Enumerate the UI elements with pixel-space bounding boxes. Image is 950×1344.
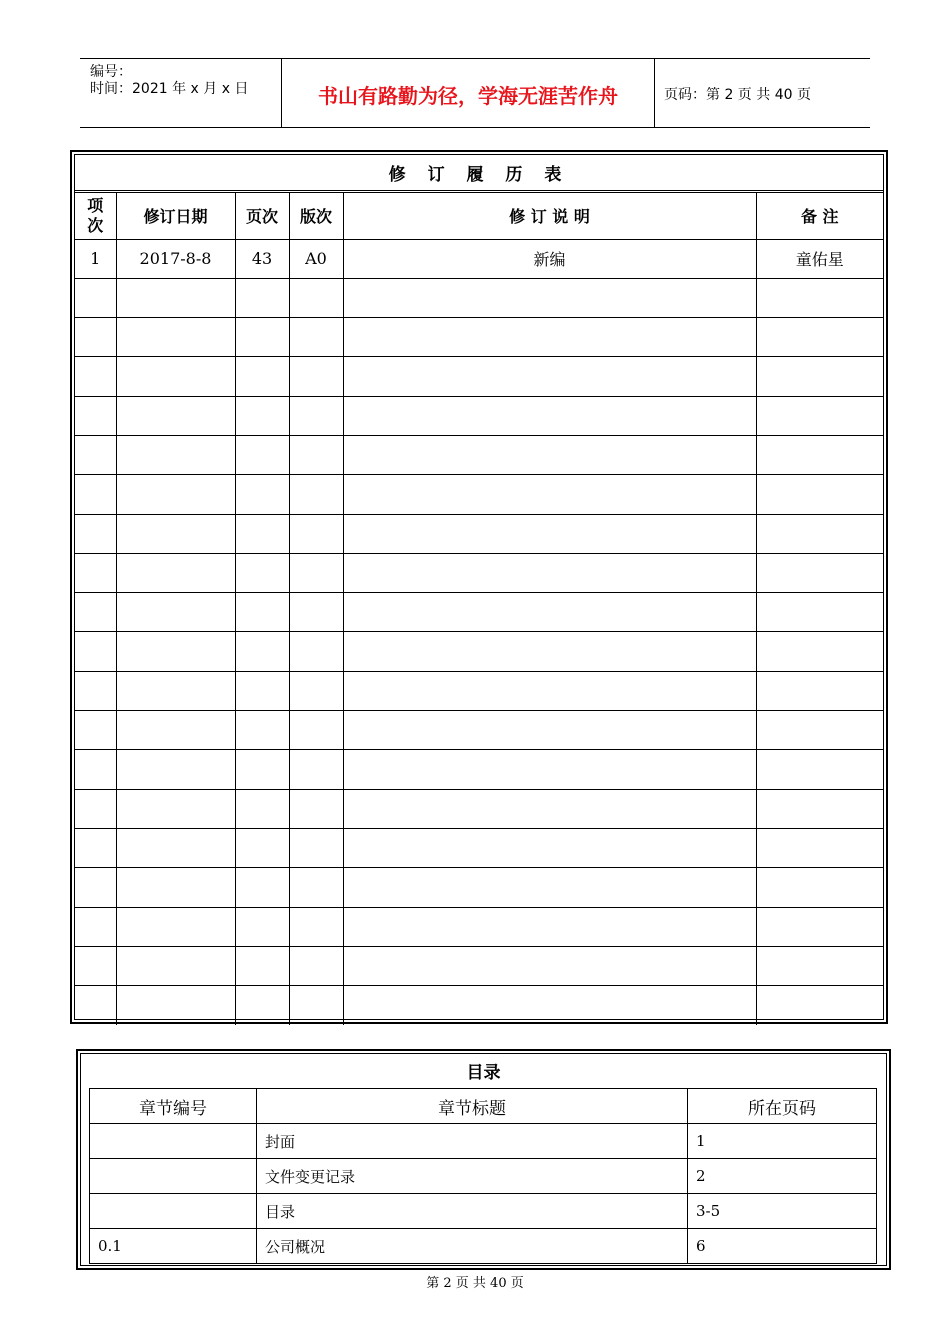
empty-cell [289,632,343,671]
empty-cell [235,868,289,907]
empty-cell [756,553,883,592]
empty-cell [343,514,756,553]
empty-cell [116,986,235,1025]
empty-cell [75,671,116,710]
empty-cell [289,828,343,867]
document-date: 时间：2021 年 x 月 x 日 [90,81,249,97]
empty-cell [75,357,116,396]
empty-cell [343,435,756,474]
table-row-empty [75,789,883,828]
toc-page: 6 [688,1229,877,1264]
toc-chapter-no [90,1124,257,1159]
table-row [90,1229,877,1264]
empty-cell [235,711,289,750]
empty-cell [756,514,883,553]
empty-cell [289,357,343,396]
table-row-empty [75,711,883,750]
empty-cell [289,318,343,357]
empty-cell [116,711,235,750]
empty-cell [116,593,235,632]
empty-cell [343,907,756,946]
empty-cell [289,986,343,1025]
empty-cell [756,711,883,750]
table-row [90,1159,877,1194]
revision-table-grid [75,193,883,1025]
empty-cell [116,828,235,867]
revision-table-title: 修 订 履 历 表 [75,155,883,193]
empty-cell [756,357,883,396]
empty-cell [75,946,116,985]
empty-cell [289,593,343,632]
toc-chapter-title: 目录 [257,1194,688,1229]
table-row-empty [75,514,883,553]
empty-cell [756,593,883,632]
empty-cell [75,435,116,474]
empty-cell [343,946,756,985]
header-divider [654,59,655,127]
table-row-empty [75,396,883,435]
empty-cell [289,553,343,592]
empty-cell [116,750,235,789]
table-row-empty [75,318,883,357]
table-row-empty [75,946,883,985]
table-row [90,1194,877,1229]
empty-cell [343,868,756,907]
empty-cell [756,986,883,1025]
empty-cell [75,789,116,828]
empty-cell [756,828,883,867]
empty-cell [75,750,116,789]
empty-cell [343,828,756,867]
empty-cell [343,475,756,514]
toc-grid [89,1088,877,1264]
empty-cell [116,435,235,474]
table-row-empty [75,593,883,632]
empty-cell [235,318,289,357]
table-row-empty [75,278,883,317]
empty-cell [116,318,235,357]
table-row [75,239,883,278]
table-row-empty [75,475,883,514]
column-header-description: 修 订 说 明 [343,193,756,239]
empty-cell [116,907,235,946]
table-row-empty [75,986,883,1025]
table-row-empty [75,868,883,907]
empty-cell [75,318,116,357]
empty-cell [756,278,883,317]
page-header [80,58,870,128]
empty-cell [289,711,343,750]
table-row-empty [75,632,883,671]
empty-cell [235,789,289,828]
toc-title: 目录 [466,1063,501,1083]
empty-cell [289,750,343,789]
cell-item-no: 1 [75,239,116,278]
toc-header-row [90,1089,877,1124]
empty-cell [343,396,756,435]
table-row-empty [75,553,883,592]
empty-cell [289,278,343,317]
empty-cell [756,946,883,985]
empty-cell [235,435,289,474]
toc-chapter-no [90,1194,257,1229]
empty-cell [343,278,756,317]
table-of-contents [76,1049,891,1270]
empty-cell [756,789,883,828]
empty-cell [343,357,756,396]
empty-cell [235,632,289,671]
table-row-empty [75,750,883,789]
page-footer: 第 2 页 共 40 页 [426,1276,524,1291]
empty-cell [289,475,343,514]
empty-cell [289,789,343,828]
cell-revision-date: 2017-8-8 [116,239,235,278]
empty-cell [235,357,289,396]
empty-cell [75,986,116,1025]
empty-cell [343,632,756,671]
empty-cell [75,553,116,592]
empty-cell [235,828,289,867]
empty-cell [289,946,343,985]
empty-cell [75,396,116,435]
table-row-empty [75,671,883,710]
empty-cell [343,711,756,750]
empty-cell [116,789,235,828]
revision-history-table [70,150,888,1024]
empty-cell [235,514,289,553]
column-header-remarks: 备 注 [756,193,883,239]
toc-chapter-title: 公司概况 [257,1229,688,1264]
empty-cell [116,278,235,317]
empty-cell [116,671,235,710]
empty-cell [289,907,343,946]
empty-cell [756,318,883,357]
header-page-info: 页码：第 2 页 共 40 页 [664,87,811,103]
toc-column-chapter-title: 章节标题 [257,1089,688,1124]
empty-cell [235,278,289,317]
empty-cell [116,553,235,592]
document-number-label: 编号： [90,64,132,80]
empty-cell [235,475,289,514]
empty-cell [116,396,235,435]
empty-cell [235,907,289,946]
toc-chapter-no: 0.1 [90,1229,257,1264]
table-row-empty [75,357,883,396]
toc-page: 3-5 [688,1194,877,1229]
empty-cell [289,396,343,435]
empty-cell [235,750,289,789]
toc-page: 2 [688,1159,877,1194]
empty-cell [116,514,235,553]
cell-page: 43 [235,239,289,278]
table-row-empty [75,435,883,474]
header-meta [90,64,248,98]
empty-cell [235,946,289,985]
header-motto: 书山有路勤为径，学海无涯苦作舟 [318,83,618,108]
empty-cell [116,632,235,671]
empty-cell [75,907,116,946]
empty-cell [756,435,883,474]
empty-cell [235,986,289,1025]
toc-column-page: 所在页码 [688,1089,877,1124]
empty-cell [289,514,343,553]
revision-table-header-row [75,193,883,239]
empty-cell [289,435,343,474]
column-header-version: 版次 [289,193,343,239]
table-row-empty [75,828,883,867]
empty-cell [75,632,116,671]
table-row [90,1124,877,1159]
empty-cell [756,671,883,710]
empty-cell [343,553,756,592]
empty-cell [75,711,116,750]
empty-cell [756,396,883,435]
empty-cell [756,907,883,946]
toc-column-chapter-no: 章节编号 [90,1089,257,1124]
empty-cell [75,868,116,907]
empty-cell [116,357,235,396]
cell-version: A0 [289,239,343,278]
toc-page: 1 [688,1124,877,1159]
toc-chapter-no [90,1159,257,1194]
empty-cell [343,318,756,357]
cell-description: 新编 [343,239,756,278]
empty-cell [235,593,289,632]
toc-chapter-title: 封面 [257,1124,688,1159]
cell-remarks: 童佑星 [756,239,883,278]
empty-cell [75,593,116,632]
empty-cell [756,750,883,789]
empty-cell [756,632,883,671]
empty-cell [756,475,883,514]
toc-chapter-title: 文件变更记录 [257,1159,688,1194]
empty-cell [235,553,289,592]
empty-cell [289,671,343,710]
empty-cell [116,946,235,985]
column-header-item-no: 项次 [75,193,116,239]
table-row-empty [75,907,883,946]
empty-cell [343,671,756,710]
column-header-revision-date: 修订日期 [116,193,235,239]
empty-cell [289,868,343,907]
empty-cell [235,671,289,710]
empty-cell [116,475,235,514]
empty-cell [75,278,116,317]
empty-cell [75,514,116,553]
empty-cell [343,593,756,632]
empty-cell [343,750,756,789]
column-header-page: 页次 [235,193,289,239]
empty-cell [235,396,289,435]
empty-cell [116,868,235,907]
empty-cell [75,475,116,514]
empty-cell [756,868,883,907]
empty-cell [343,986,756,1025]
empty-cell [75,828,116,867]
empty-cell [343,789,756,828]
